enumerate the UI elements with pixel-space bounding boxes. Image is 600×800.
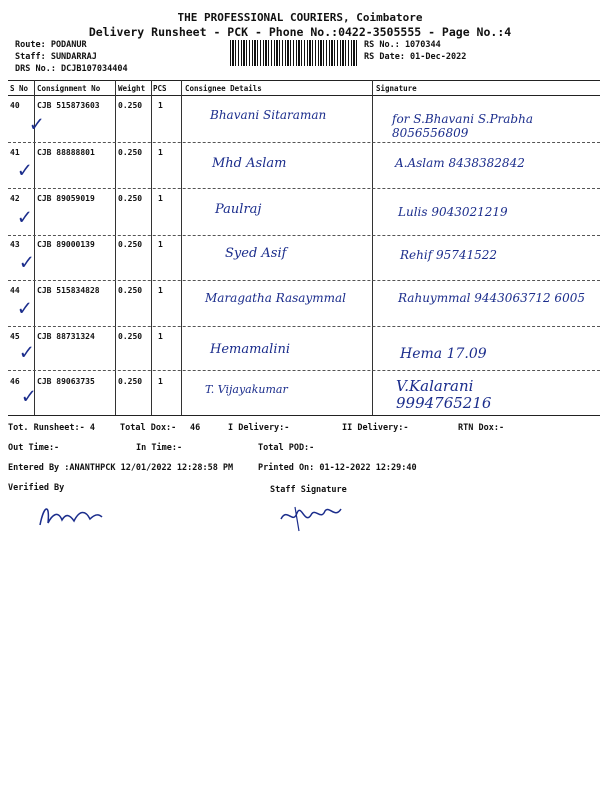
col-header-consignee: Consignee Details: [185, 84, 262, 93]
tot-runsheet: Tot. Runsheet:- 4: [8, 423, 95, 433]
row-pcs: 1: [158, 332, 163, 341]
row-weight: 0.250: [118, 194, 143, 203]
row-consignee: Syed Asif: [225, 246, 287, 261]
row-sno: 40: [10, 101, 20, 110]
row-separator: [8, 142, 600, 143]
table-bottom-rule: [8, 415, 600, 416]
row-pcs: 1: [158, 286, 163, 295]
col-header-sno: S No: [10, 84, 29, 93]
row-consignee: Hemamalini: [210, 342, 291, 357]
check-mark-icon: ✓: [18, 296, 32, 321]
staff-signature: [275, 495, 355, 535]
row-separator: [8, 280, 600, 281]
row-consignment: CJB 88731324: [37, 332, 95, 341]
row-sno: 41: [10, 148, 20, 157]
row-sno: 44: [10, 286, 20, 295]
row-consignee: Mhd Aslam: [212, 156, 287, 171]
check-mark-icon: ✓: [18, 158, 32, 183]
row-sno: 42: [10, 194, 20, 203]
staff-label: Staff: SUNDARRAJ: [15, 52, 97, 62]
check-mark-icon: ✓: [22, 384, 36, 409]
out-time: Out Time:-: [8, 443, 60, 453]
row-consignment: CJB 515834828: [37, 286, 100, 295]
barcode: [230, 40, 358, 66]
in-time: In Time:-: [136, 443, 183, 453]
rs-number: RS No.: 1070344: [364, 40, 441, 50]
col-divider: [181, 80, 182, 415]
row-consignee: Paulraj: [215, 202, 262, 217]
row-consignment: CJB 89000139: [37, 240, 95, 249]
row-pcs: 1: [158, 377, 163, 386]
col-divider: [115, 80, 116, 415]
row-sno: 45: [10, 332, 20, 341]
row-sno: 43: [10, 240, 20, 249]
row-sno: 46: [10, 377, 20, 386]
row-pcs: 1: [158, 148, 163, 157]
check-mark-icon: ✓: [20, 250, 34, 275]
row-weight: 0.250: [118, 332, 143, 341]
col-header-signature: Signature: [376, 84, 417, 93]
col-divider: [151, 80, 152, 415]
col-header-consignment: Consignment No: [37, 84, 101, 93]
col-header-weight: Weight: [118, 84, 146, 93]
row-signature: Rahuymmal 9443063712 6005: [398, 291, 585, 305]
verifier-signature: [30, 495, 110, 535]
row-weight: 0.250: [118, 148, 143, 157]
total-pod: Total POD:-: [258, 443, 315, 453]
row-consignment: CJB 89059019: [37, 194, 95, 203]
row-signature: V.Kalarani 9994765216: [396, 377, 492, 412]
runsheet-subtitle: Delivery Runsheet - PCK - Phone No.:0422-3505555 - Page No.:4: [88, 25, 512, 39]
row-weight: 0.250: [118, 286, 143, 295]
row-separator: [8, 188, 600, 189]
row-separator: [8, 370, 600, 371]
drs-number: DRS No.: DCJB107034404: [15, 64, 128, 74]
printed-on: Printed On: 01-12-2022 12:29:40: [258, 463, 417, 473]
row-separator: [8, 235, 600, 236]
row-separator: [8, 326, 600, 327]
total-dox-label: Total Dox:-: [120, 423, 177, 433]
i-delivery: I Delivery:-: [228, 423, 290, 433]
row-signature: Lulis 9043021219: [398, 205, 508, 219]
row-weight: 0.250: [118, 240, 143, 249]
company-title: THE PROFESSIONAL COURIERS, Coimbatore: [177, 11, 423, 24]
rtn-dox: RTN Dox:-: [458, 423, 505, 433]
col-divider: [372, 80, 373, 415]
row-weight: 0.250: [118, 101, 143, 110]
check-mark-icon: ✓: [18, 205, 32, 230]
entered-by: Entered By :ANANTHPCK 12/01/2022 12:28:58 PM: [8, 463, 234, 473]
rs-date: RS Date: 01-Dec-2022: [364, 52, 467, 62]
table-top-rule: [8, 80, 600, 81]
route-label: Route: PODANUR: [15, 40, 87, 50]
row-consignment: CJB 89063735: [37, 377, 95, 386]
verified-by: Verified By: [8, 483, 65, 493]
row-consignment: CJB 88888801: [37, 148, 95, 157]
row-consignee: Maragatha Rasaymmal: [205, 291, 346, 305]
row-signature: for S.Bhavani S.Prabha 8056556809: [392, 112, 533, 140]
row-consignee: Bhavani Sitaraman: [210, 108, 327, 122]
row-pcs: 1: [158, 194, 163, 203]
total-dox-value: 46: [190, 423, 201, 433]
staff-signature-label: Staff Signature: [270, 485, 347, 495]
row-pcs: 1: [158, 101, 163, 110]
row-signature: Rehif 95741522: [400, 248, 498, 262]
row-consignee: T. Vijayakumar: [205, 383, 288, 396]
row-consignment: CJB 515873603: [37, 101, 100, 110]
check-mark-icon: ✓: [20, 340, 34, 365]
check-mark-icon: ✓: [30, 112, 44, 137]
row-pcs: 1: [158, 240, 163, 249]
table-header-rule: [8, 95, 600, 96]
row-weight: 0.250: [118, 377, 143, 386]
ii-delivery: II Delivery:-: [342, 423, 409, 433]
col-header-pcs: PCS: [153, 84, 167, 93]
row-signature: A.Aslam 8438382842: [395, 156, 525, 170]
row-signature: Hema 17.09: [400, 346, 487, 362]
